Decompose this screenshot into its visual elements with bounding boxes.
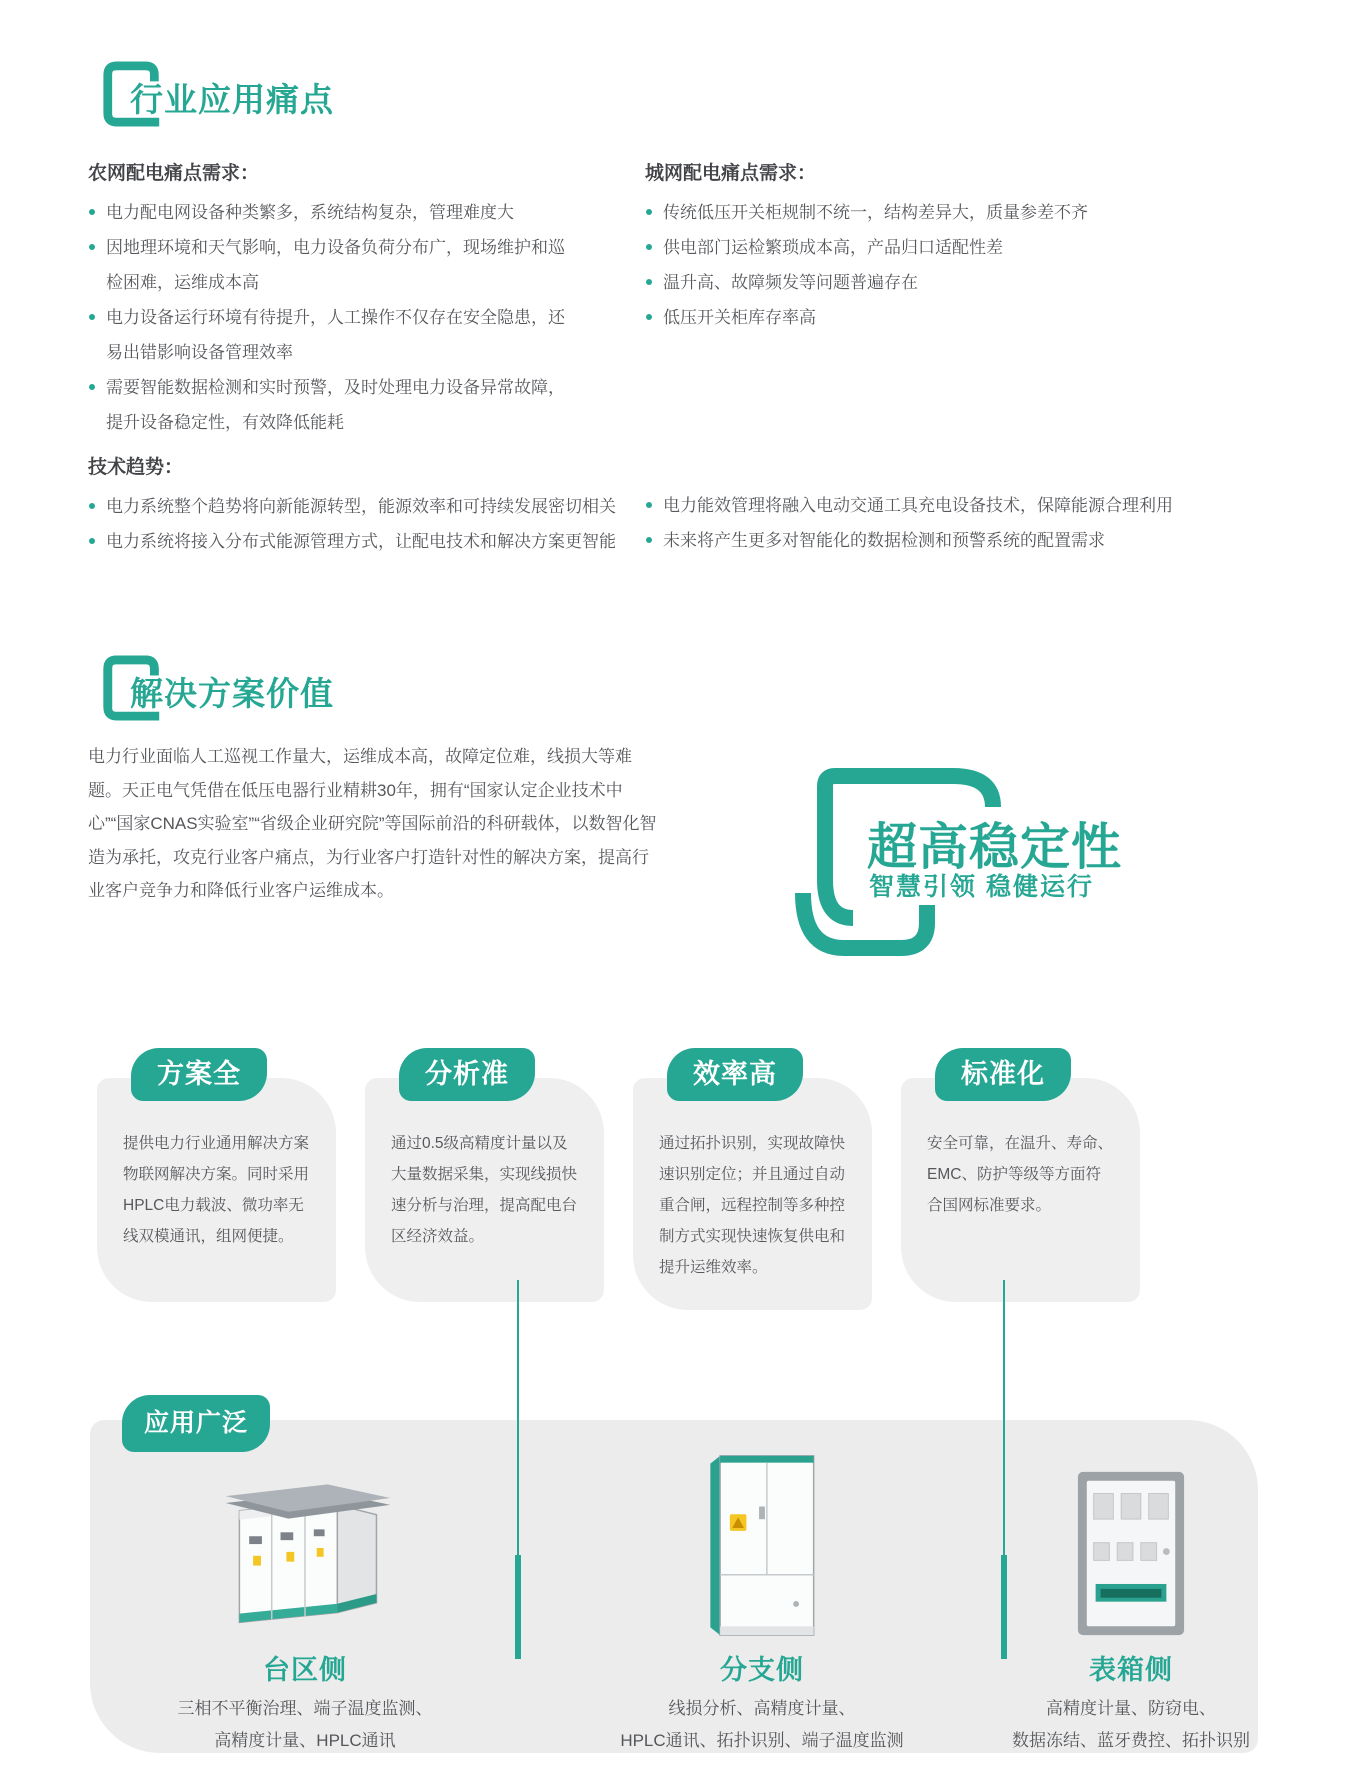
- application-desc: [125, 1693, 485, 1757]
- page-title: 行业应用痛点: [130, 81, 334, 118]
- trends-heading: 技术趋势：: [88, 457, 184, 478]
- application-name: 分支侧: [720, 1655, 804, 1685]
- branch-cabinet-illustration: [582, 1448, 942, 1640]
- card-tag: 标准化: [935, 1048, 1071, 1101]
- application-desc-line: 线损分析、高精度计量、: [668, 1699, 856, 1718]
- card-tag: 方案全: [131, 1048, 267, 1101]
- list-item: 未来将产生更多对智能化的数据检测和预警系统的配置需求: [645, 523, 1285, 558]
- rural-heading: 农网配电痛点需求：: [88, 163, 260, 184]
- card-tag: 效率高: [667, 1048, 803, 1101]
- application-meter-box: [951, 1448, 1311, 1757]
- urban-pain-column: [645, 158, 1145, 335]
- meter-box-icon: [1071, 1468, 1191, 1640]
- application-desc-line: 三相不平衡治理、端子温度监测、: [177, 1699, 433, 1718]
- trends-left-list: [88, 489, 648, 559]
- value-card-standardized: [901, 1059, 1140, 1302]
- application-desc-line: HPLC通讯、拓扑识别、端子温度监测: [620, 1731, 904, 1750]
- solution-paragraph: 电力行业面临人工巡视工作量大，运维成本高，故障定位难，线损大等难题。天正电气凭借在低压电器行业精耕30年，拥有“国家认定企业技术中心”“国家CNAS实验室”“省级企业研究院”等国际前沿的科研载体，以数智化智造为承托，攻克行业客户痛点，为行业客户打造针对性的解决方案，提高行业客户竞争力和降低行业客户运维成本。: [88, 747, 657, 900]
- list-item: 温升高、故障频发等问题普遍存在: [645, 265, 1145, 300]
- highlight-subtitle: 智慧引领 稳健运行: [869, 873, 1094, 901]
- stability-highlight: [795, 755, 1175, 970]
- application-desc-line: 高精度计量、HPLC通讯: [214, 1731, 396, 1750]
- rural-bullet-list: [88, 195, 566, 440]
- meter-box-illustration: [951, 1448, 1311, 1640]
- list-item: 电力能效管理将融入电动交通工具充电设备技术，保障能源合理利用: [645, 488, 1285, 523]
- application-desc-line: 高精度计量、防窃电、: [1046, 1699, 1216, 1718]
- distribution-cabinet-icon: [697, 1450, 827, 1640]
- application-name: 台区侧: [263, 1655, 347, 1685]
- application-substation: [125, 1448, 485, 1757]
- list-item: 电力设备运行环境有待提升，人工操作不仅存在安全隐患，还易出错影响设备管理效率: [88, 300, 566, 370]
- list-item: 低压开关柜库存率高: [645, 300, 1145, 335]
- application-desc: [582, 1693, 942, 1757]
- card-body: 提供电力行业通用解决方案物联网解决方案。同时采用HPLC电力载波、微功率无线双模通讯，组网便捷。: [123, 1135, 310, 1245]
- value-card-analysis-accurate: [365, 1059, 604, 1302]
- list-item: 供电部门运检繁琐成本高，产品归口适配性差: [645, 230, 1145, 265]
- card-body: 通过拓扑识别，实现故障快速识别定位；并且通过自动重合闸，远程控制等多种控制方式实现快速恢复供电和提升运维效率。: [659, 1135, 846, 1276]
- list-item: 电力配电网设备种类繁多，系统结构复杂，管理难度大: [88, 195, 566, 230]
- divider-line: [517, 1280, 519, 1555]
- trends-column-left: [88, 452, 648, 559]
- list-item: 电力系统将接入分布式能源管理方式，让配电技术和解决方案更智能: [88, 524, 648, 559]
- substation-illustration: [125, 1448, 485, 1640]
- application-branch: [582, 1448, 942, 1757]
- section-title-text: 解决方案价值: [130, 675, 334, 712]
- divider-line: [515, 1555, 521, 1659]
- trends-column-right: [645, 488, 1285, 558]
- section-pain-points-title: [100, 58, 520, 138]
- card-body: 通过0.5级高精度计量以及大量数据采集，实现线损快速分析与治理，提高配电台区经济效益。: [391, 1135, 578, 1245]
- application-name: 表箱侧: [1089, 1655, 1173, 1685]
- highlight-title: 超高稳定性: [867, 819, 1122, 875]
- rural-pain-column: [88, 158, 566, 440]
- value-card-high-efficiency: [633, 1059, 872, 1310]
- trends-right-list: [645, 488, 1285, 558]
- value-card-solution-complete: [97, 1059, 336, 1302]
- applications-tag: 应用广泛: [122, 1395, 270, 1452]
- list-item: 需要智能数据检测和实时预警，及时处理电力设备异常故障，提升设备稳定性，有效降低能耗: [88, 370, 566, 440]
- section-solution-title: [100, 652, 520, 732]
- application-desc: [951, 1693, 1311, 1757]
- application-desc-line: 数据冻结、蓝牙费控、拓扑识别: [1012, 1731, 1250, 1750]
- substation-cabinet-icon: [210, 1454, 400, 1640]
- urban-bullet-list: [645, 195, 1145, 335]
- list-item: 电力系统整个趋势将向新能源转型，能源效率和可持续发展密切相关: [88, 489, 648, 524]
- list-item: 传统低压开关柜规制不统一，结构差异大，质量参差不齐: [645, 195, 1145, 230]
- card-tag: 分析准: [399, 1048, 535, 1101]
- urban-heading: 城网配电痛点需求：: [645, 163, 817, 184]
- card-body: 安全可靠，在温升、寿命、EMC、防护等级等方面符合国网标准要求。: [927, 1135, 1114, 1214]
- list-item: 因地理环境和天气影响，电力设备负荷分布广，现场维护和巡检困难，运维成本高: [88, 230, 566, 300]
